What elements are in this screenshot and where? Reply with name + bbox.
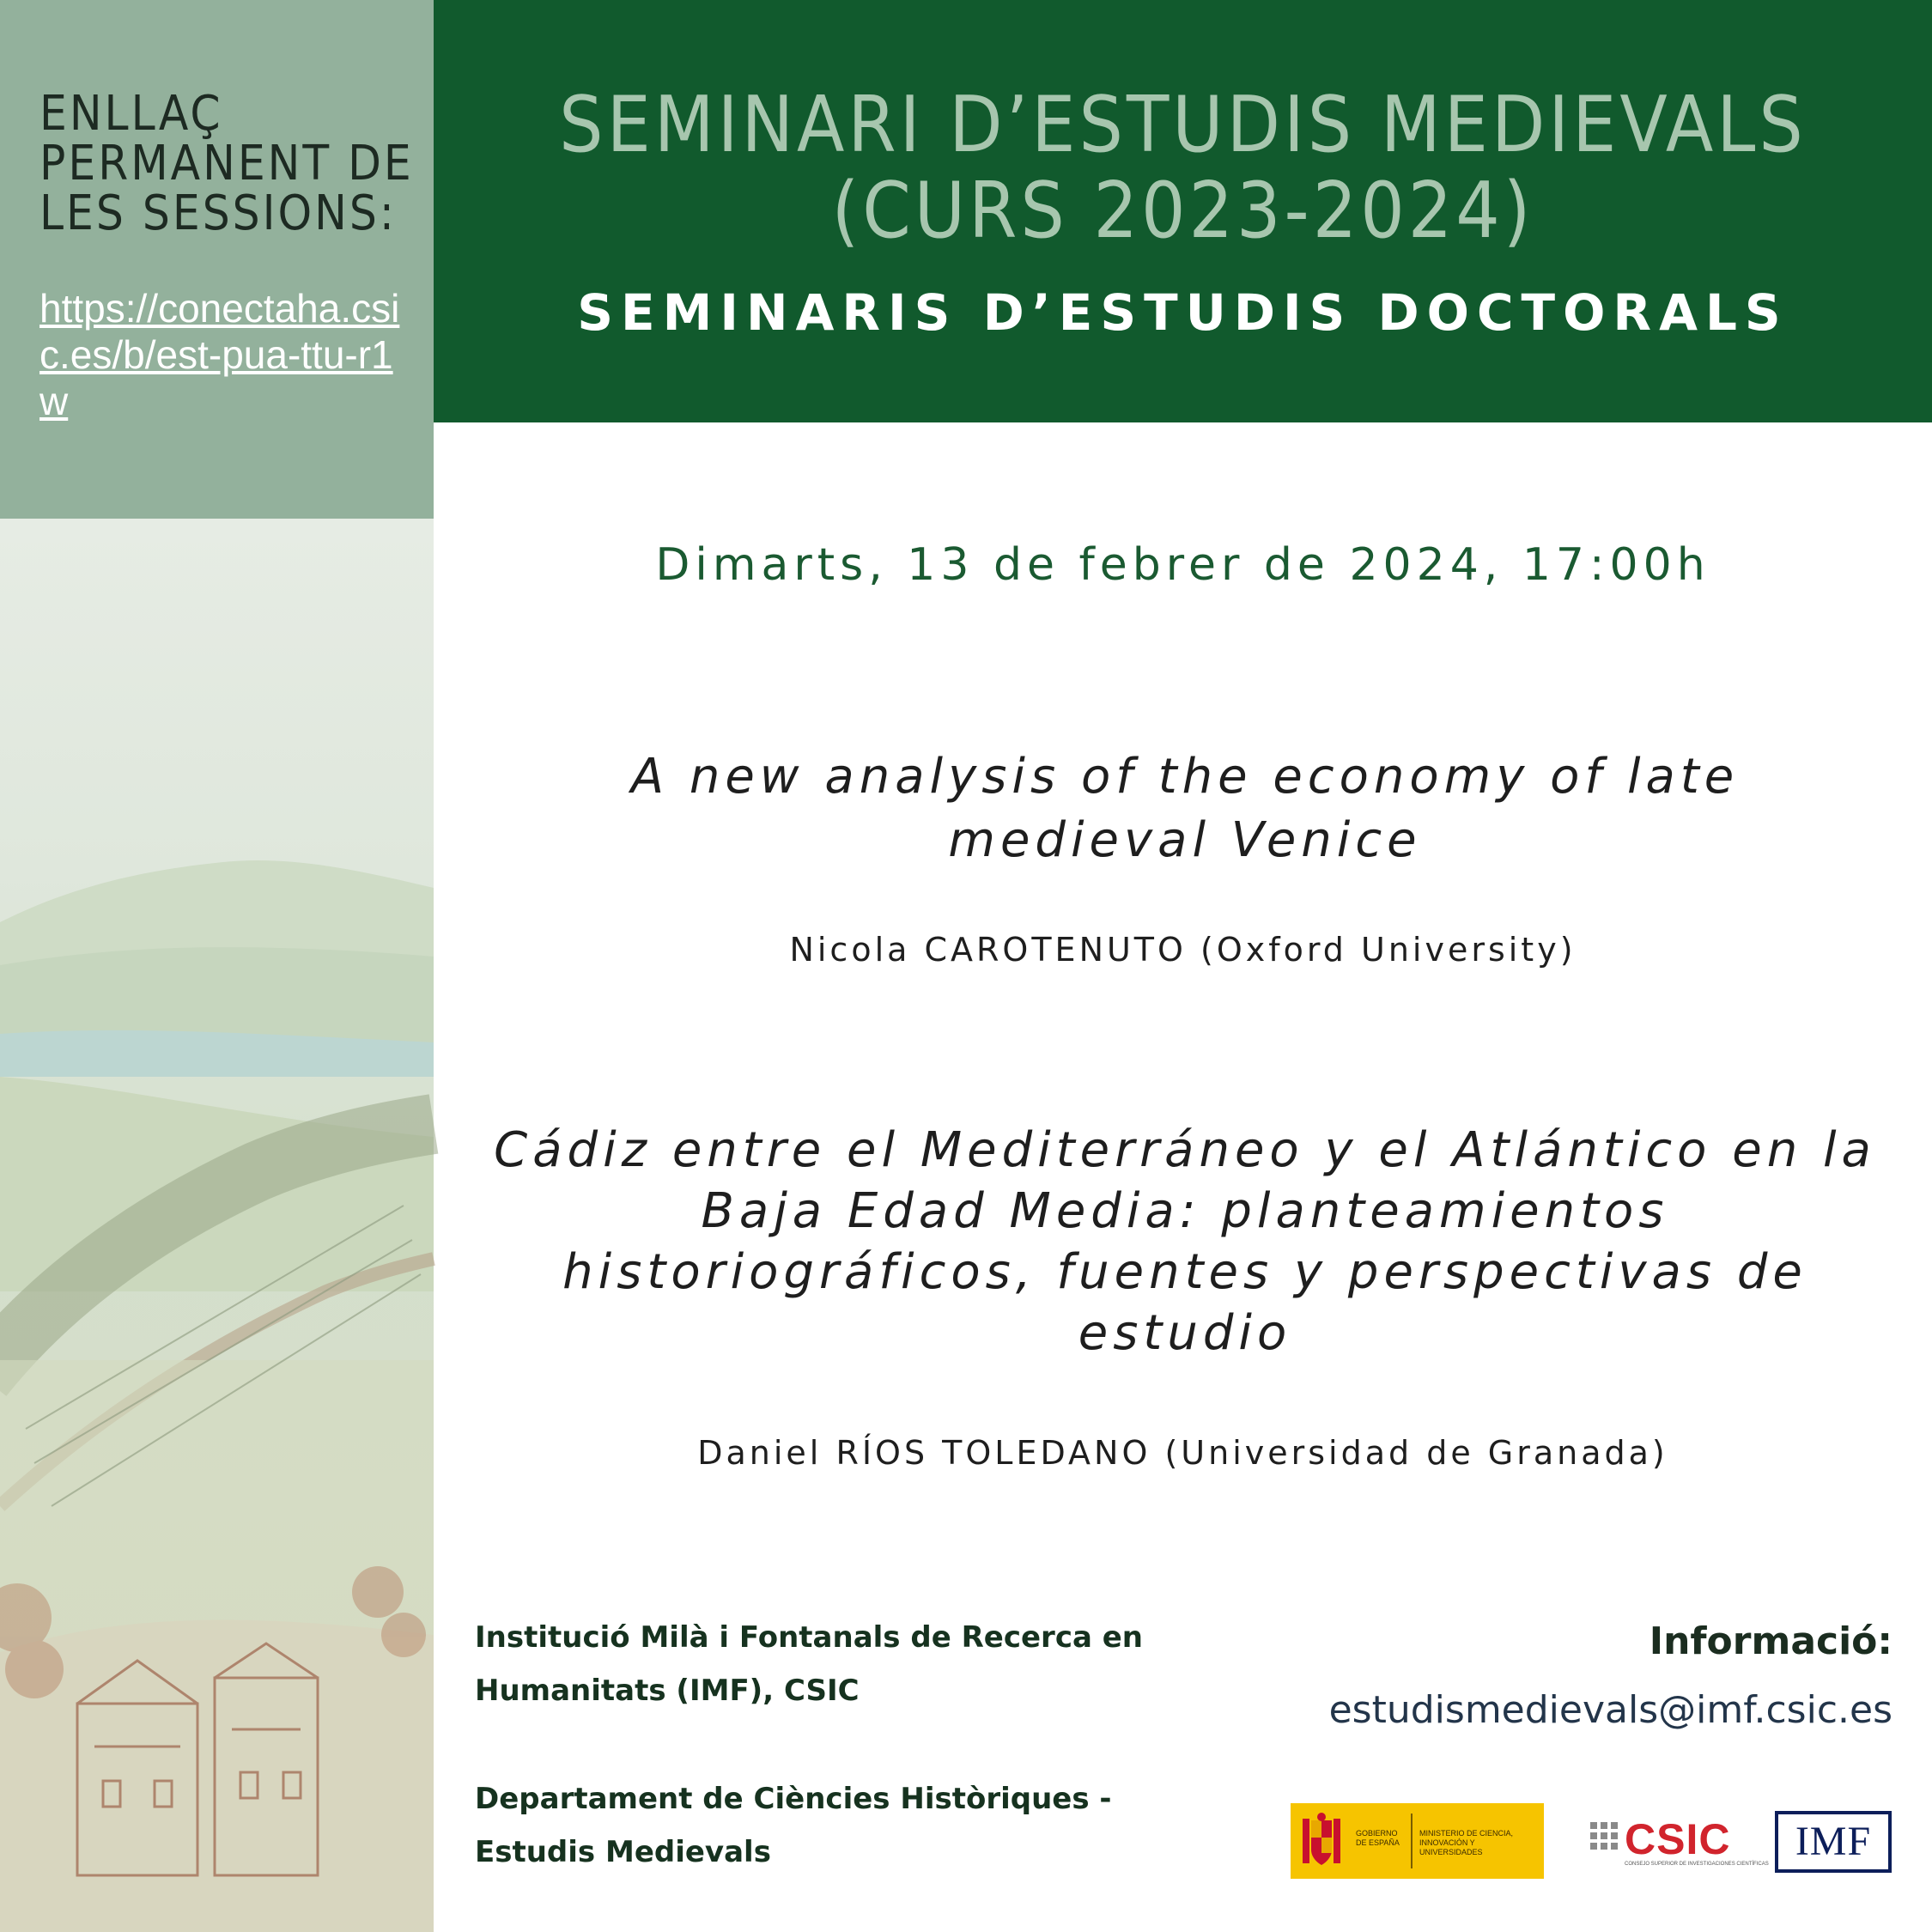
csic-wordmark: CSIC — [1625, 1815, 1731, 1863]
coat-of-arms-icon — [1301, 1812, 1342, 1870]
permanent-link-heading: ENLLAÇ PERMANENT DE LES SESSIONS: — [39, 86, 414, 241]
sidebar-panel — [0, 0, 434, 519]
event-date: Dimarts, 13 de febrer de 2024, 17:00h — [655, 539, 1710, 591]
contact-email-link[interactable]: estudismedievals@imf.csic.es — [1328, 1688, 1893, 1732]
ministry-text: MINISTERIO DE CIENCIA, INNOVACIÓN Y UNIVERSIDADES — [1419, 1829, 1514, 1856]
institution-name: Institució Milà i Fontanals de Recerca en Humanitats (IMF), CSIC — [475, 1620, 1144, 1708]
seminar-title: SEMINARI D’ESTUDIS MEDIEVALS — [559, 80, 1807, 170]
csic-emblem-icon — [1587, 1819, 1621, 1860]
department-name: Departament de Ciències Històriques - Estudis Medievals — [475, 1782, 1112, 1869]
imf-wordmark: IMF — [1795, 1819, 1872, 1864]
header-banner — [434, 0, 1932, 422]
talk-speaker: Daniel RÍOS TOLEDANO (Universidad de Granada) — [697, 1434, 1668, 1472]
csic-subtitle: CONSEJO SUPERIOR DE INVESTIGACIONES CIENTÍFICAS — [1625, 1862, 1769, 1867]
logo-divider — [1411, 1814, 1413, 1868]
gobierno-text: GOBIERNO DE ESPAÑA — [1356, 1829, 1400, 1847]
talk-title: Cádiz entre el Mediterráneo y el Atlántico en la Baja Edad Media: planteamientos historiográficos, fuentes y perspectivas de estudio — [494, 1122, 1876, 1361]
imf-logo — [1775, 1811, 1892, 1873]
medieval-landscape-illustration — [0, 519, 434, 1932]
talk-title: A new analysis of the economy of late medieval Venice — [630, 749, 1740, 868]
course-year: (CURS 2023-2024) — [831, 166, 1534, 256]
info-label: Informació: — [1649, 1619, 1893, 1663]
seminar-subtitle: SEMINARIS D’ESTUDIS DOCTORALS — [577, 283, 1789, 342]
session-link[interactable]: https://conectaha.csic.es/b/est-pua-ttu-r1w — [39, 286, 400, 423]
talk-speaker: Nicola CAROTENUTO (Oxford University) — [789, 931, 1577, 969]
imf-logo-box — [1778, 1814, 1888, 1869]
gobierno-espana-logo — [1291, 1803, 1544, 1879]
csic-logo — [1587, 1815, 1769, 1870]
